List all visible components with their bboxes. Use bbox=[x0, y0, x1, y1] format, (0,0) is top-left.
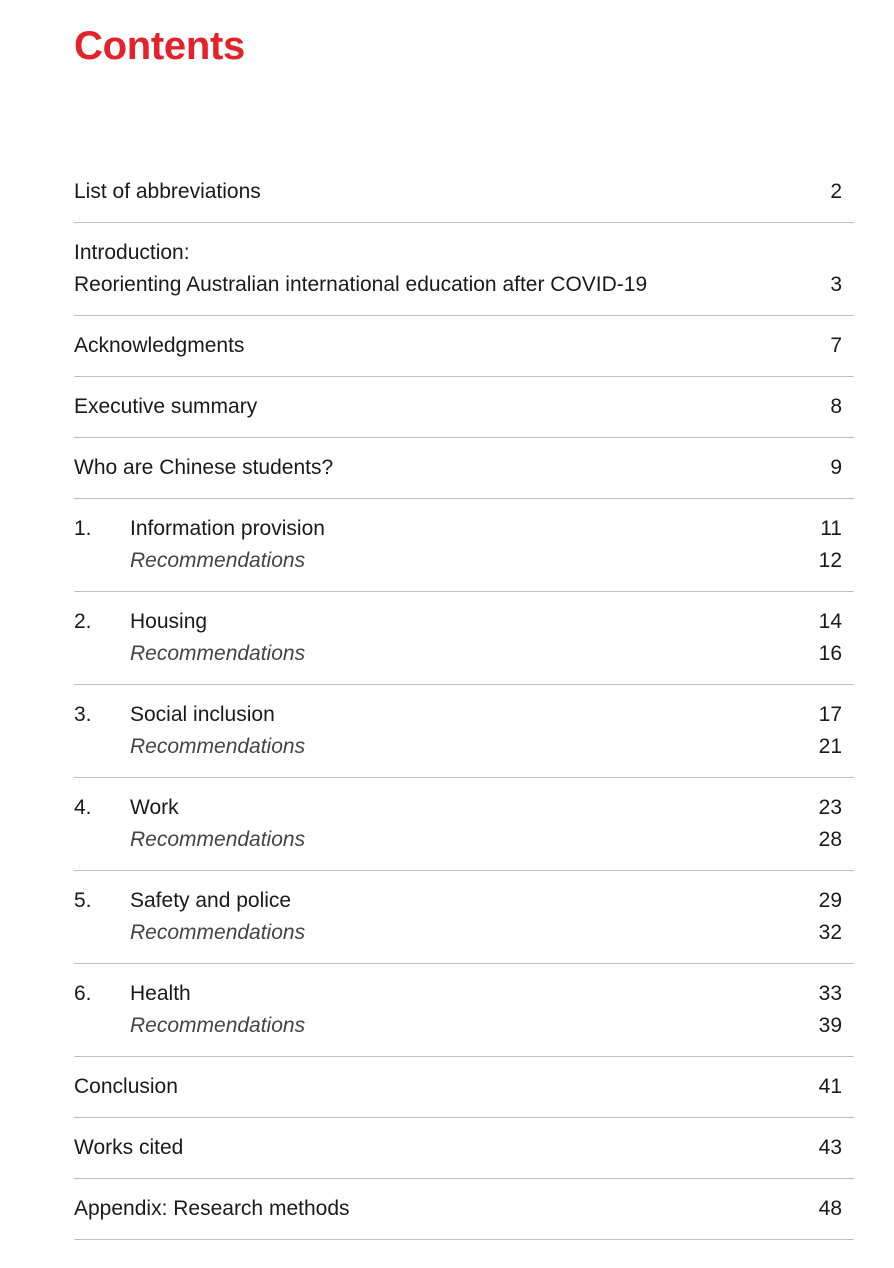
toc-entry-label: Introduction: bbox=[74, 241, 190, 264]
toc-entry-information-provision[interactable] bbox=[74, 499, 854, 592]
toc-entry-label: Safety and police bbox=[130, 889, 292, 912]
toc-subentry-label: Recommendations bbox=[130, 921, 306, 944]
toc-entry-page: 17 bbox=[818, 703, 842, 726]
toc-entry-label: Housing bbox=[130, 610, 208, 633]
toc-subentry-page: 16 bbox=[818, 642, 842, 665]
toc-subentry-recommendations[interactable] bbox=[74, 1010, 854, 1042]
toc-entry-label-continued: Reorienting Australian international education after COVID-19 bbox=[74, 273, 648, 296]
toc-entry-label: Executive summary bbox=[74, 395, 258, 418]
toc-entry-page: 41 bbox=[818, 1075, 842, 1098]
toc-entry-label: Information provision bbox=[130, 517, 325, 540]
toc-subentry-recommendations[interactable] bbox=[74, 824, 854, 856]
toc-entry-page: 2 bbox=[830, 180, 842, 203]
toc-entry-works-cited[interactable] bbox=[74, 1118, 854, 1179]
toc-entry-label: Conclusion bbox=[74, 1075, 178, 1098]
toc-entry-label: Social inclusion bbox=[130, 703, 275, 726]
toc-entry-appendix[interactable] bbox=[74, 1179, 854, 1240]
section-number: 4. bbox=[74, 796, 92, 819]
section-number: 6. bbox=[74, 982, 92, 1005]
section-number: 2. bbox=[74, 610, 92, 633]
toc-entry-page: 7 bbox=[830, 334, 842, 357]
toc-entry-page: 48 bbox=[818, 1197, 842, 1220]
toc-entry-label: Work bbox=[130, 796, 179, 819]
toc-entry-label: Works cited bbox=[74, 1136, 184, 1159]
toc-entry-page: 23 bbox=[818, 796, 842, 819]
toc-entry-page: 14 bbox=[818, 610, 842, 633]
toc-entry-label: Who are Chinese students? bbox=[74, 456, 334, 479]
table-of-contents bbox=[74, 162, 854, 1240]
toc-entry-work[interactable] bbox=[74, 778, 854, 871]
toc-subentry-page: 21 bbox=[818, 735, 842, 758]
toc-subentry-page: 28 bbox=[818, 828, 842, 851]
toc-entry-who-are-chinese-students[interactable] bbox=[74, 438, 854, 499]
toc-entry-health[interactable] bbox=[74, 964, 854, 1057]
section-number: 5. bbox=[74, 889, 92, 912]
toc-subentry-recommendations[interactable] bbox=[74, 638, 854, 670]
toc-entry-page: 43 bbox=[818, 1136, 842, 1159]
toc-entry-label: List of abbreviations bbox=[74, 180, 261, 203]
toc-subentry-label: Recommendations bbox=[130, 1014, 306, 1037]
toc-entry-page: 33 bbox=[818, 982, 842, 1005]
toc-entry-page: 29 bbox=[818, 889, 842, 912]
toc-entry-page: 3 bbox=[830, 273, 842, 296]
toc-entry-page: 8 bbox=[830, 395, 842, 418]
toc-subentry-recommendations[interactable] bbox=[74, 731, 854, 763]
toc-entry-abbreviations[interactable] bbox=[74, 162, 854, 223]
toc-subentry-label: Recommendations bbox=[130, 735, 306, 758]
toc-entry-label: Appendix: Research methods bbox=[74, 1197, 350, 1220]
toc-entry-introduction[interactable] bbox=[74, 223, 854, 316]
toc-entry-social-inclusion[interactable] bbox=[74, 685, 854, 778]
toc-subentry-label: Recommendations bbox=[130, 549, 306, 572]
toc-entry-acknowledgments[interactable] bbox=[74, 316, 854, 377]
toc-entry-page: 9 bbox=[830, 456, 842, 479]
section-number: 3. bbox=[74, 703, 92, 726]
toc-subentry-page: 39 bbox=[818, 1014, 842, 1037]
toc-entry-executive-summary[interactable] bbox=[74, 377, 854, 438]
toc-subentry-label: Recommendations bbox=[130, 828, 306, 851]
toc-subentry-recommendations[interactable] bbox=[74, 545, 854, 577]
toc-subentry-label: Recommendations bbox=[130, 642, 306, 665]
toc-entry-page: 11 bbox=[820, 517, 842, 540]
toc-subentry-page: 32 bbox=[818, 921, 842, 944]
section-number: 1. bbox=[74, 517, 92, 540]
toc-entry-safety-and-police[interactable] bbox=[74, 871, 854, 964]
toc-entry-label: Acknowledgments bbox=[74, 334, 245, 357]
toc-subentry-recommendations[interactable] bbox=[74, 917, 854, 949]
page-title: Contents bbox=[74, 24, 245, 68]
toc-entry-label: Health bbox=[130, 982, 191, 1005]
toc-subentry-page: 12 bbox=[818, 549, 842, 572]
toc-entry-housing[interactable] bbox=[74, 592, 854, 685]
toc-entry-conclusion[interactable] bbox=[74, 1057, 854, 1118]
